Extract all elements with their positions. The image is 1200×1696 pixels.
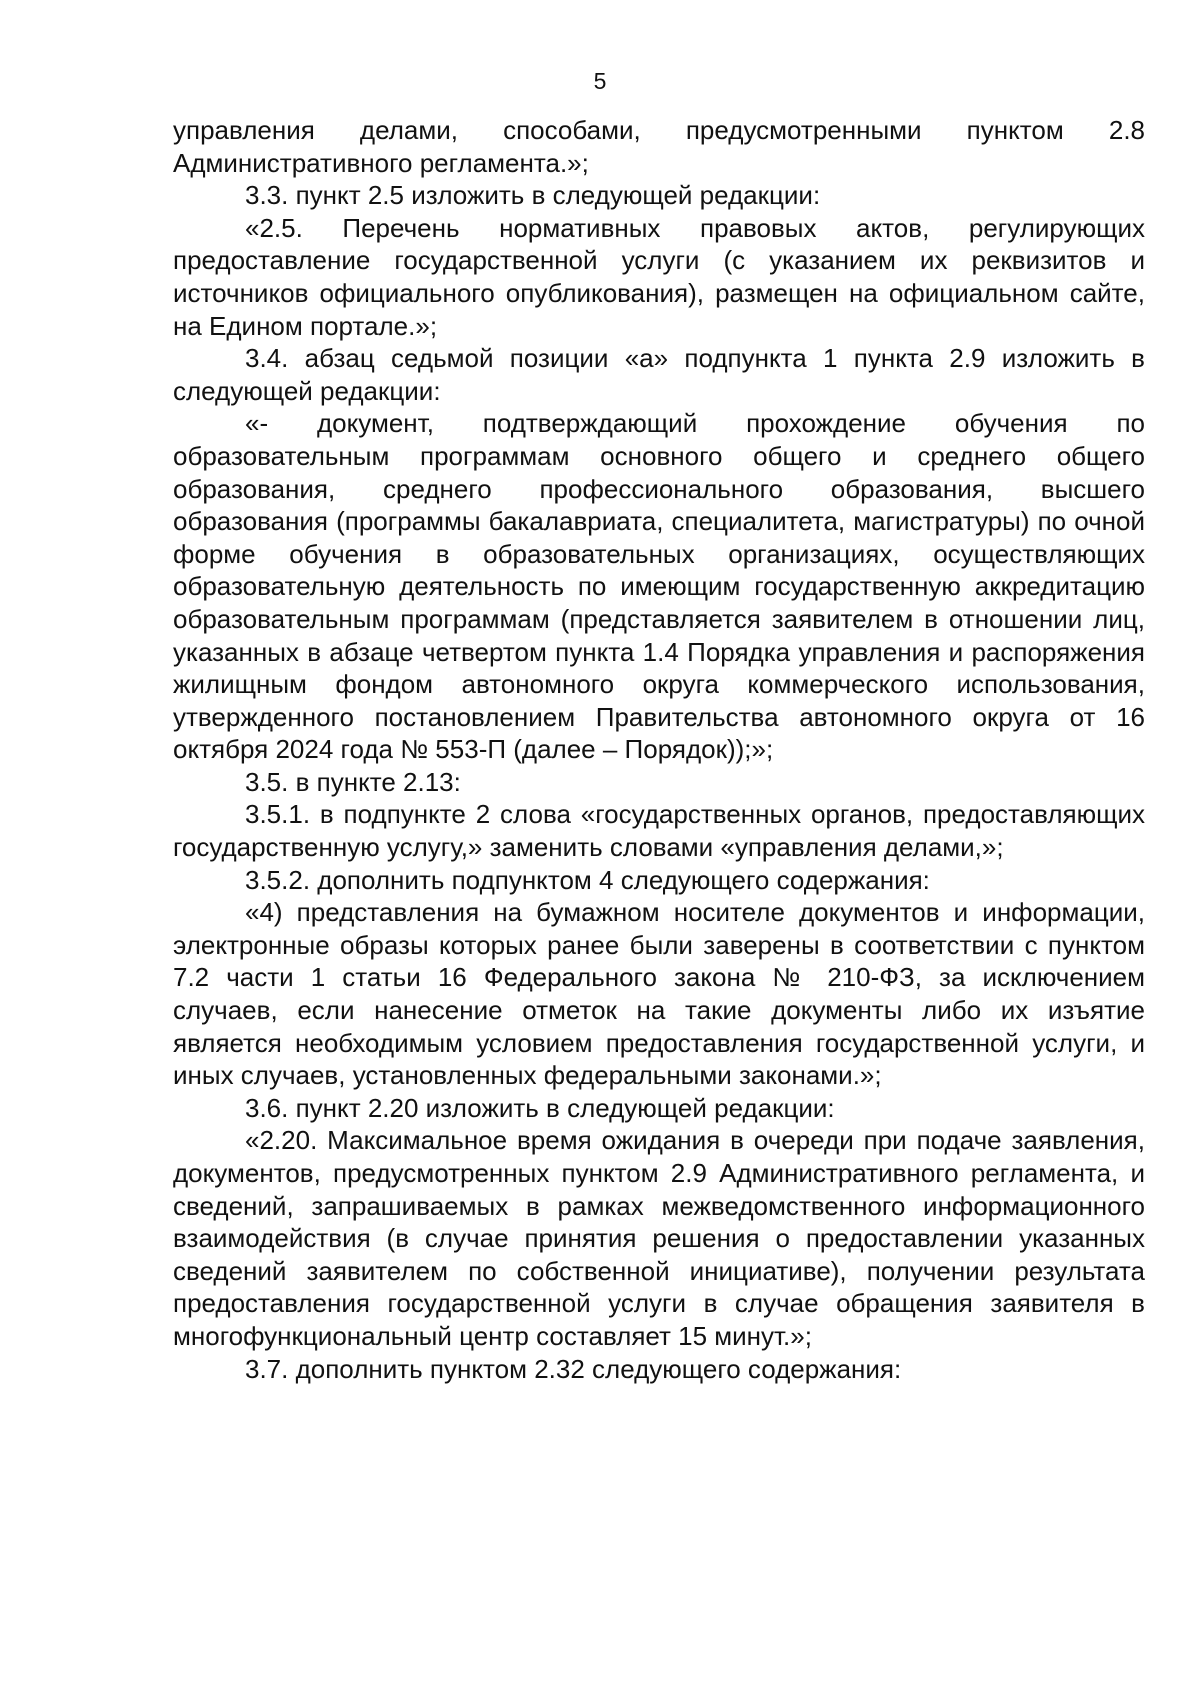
paragraph-3-4: 3.4. абзац седьмой позиции «а» подпункта 1 пункта 2.9 изложить в следующей редакции: bbox=[173, 343, 1145, 406]
page-number: 5 bbox=[593, 68, 607, 94]
paragraph-continuation: управления делами, способами, предусмотренными пунктом 2.8 Административного регламента.»; bbox=[173, 115, 1145, 178]
paragraph-subpoint-4: «4) представления на бумажном носителе документов и информации, электронные образы которых ранее были заверены в соответствии с пунктом 7.2 части 1 статьи 16 Федерального закона № 210-ФЗ, за исключением случаев, если нанесение отметок на такие документы либо их изъятие является необходимым условием предоставления государственной услуги, и иных случаев, установленных федеральными законами.»; bbox=[173, 897, 1145, 1091]
paragraph-3-3: 3.3. пункт 2.5 изложить в следующей редакции: bbox=[245, 180, 821, 211]
paragraph-document-item: «- документ, подтверждающий прохождение обучения по образовательным программам основного общего и среднего общего образования, среднего профессионального образования, высшего образования (программы бакалавриата, специалитета, магистратуры) по очной форме обучения в образовательных организациях, осуществляющих образовательную деятельность по имеющим государственную аккредитацию образовательным программам (представляется заявителем в отношении лиц, указанных в абзаце четвертом пункта 1.4 Порядка управления и распоряжения жилищным фондом автономного округа коммерческого использования, утвержденного постановлением Правительства автономного округа от 16 октября 2024 года № 553-П (далее – Порядок));»; bbox=[173, 408, 1145, 765]
paragraph-3-5-1: 3.5.1. в подпункте 2 слова «государственных органов, предоставляющих государственную услугу,» заменить словами «управления делами,»; bbox=[173, 799, 1145, 863]
paragraph-3-7: 3.7. дополнить пунктом 2.32 следующего содержания: bbox=[245, 1353, 902, 1384]
paragraph-3-5: 3.5. в пункте 2.13: bbox=[245, 766, 461, 797]
paragraph-3-6: 3.6. пункт 2.20 изложить в следующей редакции: bbox=[245, 1092, 835, 1123]
paragraph-3-5-2: 3.5.2. дополнить подпунктом 4 следующего содержания: bbox=[245, 864, 930, 895]
document-body bbox=[173, 114, 1145, 1385]
paragraph-2-20-text: «2.20. Максимальное время ожидания в очереди при подаче заявления, документов, предусмотренных пунктом 2.9 Административного регламента, и сведений, запрашиваемых в рамках межведомственного информационного взаимодействия (в случае принятия решения о предоставлении указанных сведений заявителем по собственной инициативе), получении результата предоставления государственной услуги в случае обращения заявителя в многофункциональный центр составляет 15 минут.»; bbox=[173, 1125, 1145, 1351]
paragraph-2-5-text: «2.5. Перечень нормативных правовых актов, регулирующих предоставление государственной услуги (с указанием их реквизитов и источников официального опубликования), размещен на официальном сайте, на Едином портале.»; bbox=[173, 212, 1145, 341]
